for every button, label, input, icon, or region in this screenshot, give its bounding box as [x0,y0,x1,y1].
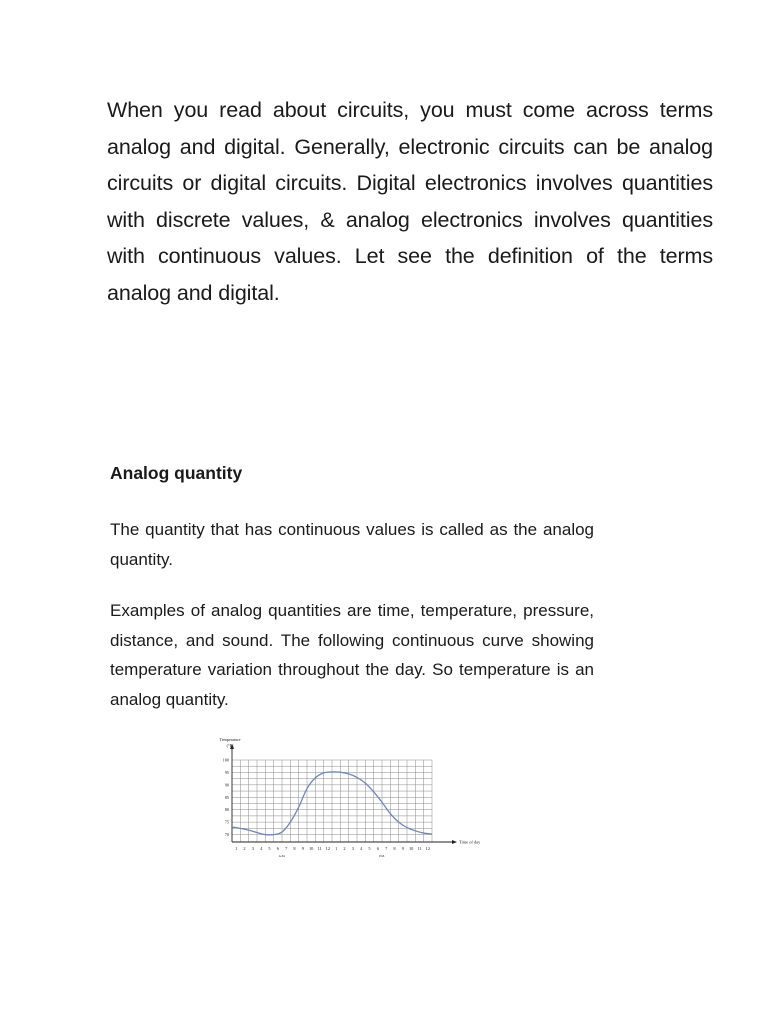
x-tick-label: 5 [368,846,371,851]
section-heading: Analog quantity [110,463,243,483]
definition-paragraph: The quantity that has continuous values is called as the analog quantity. [110,520,594,569]
examples-paragraph: Examples of analog quantities are time, temperature, pressure, distance, and sound. The following continuous curve showing temperature variation throughout the day. So temperature is an analog quantity. [110,601,594,709]
x-tick-label: 5 [268,846,271,851]
x-tick-label: 1 [335,846,338,851]
x-tick-label: 2 [343,846,346,851]
x-tick-label: 10 [408,846,414,851]
y-axis-unit: (°F) [226,743,234,748]
x-tick-label: 11 [317,846,322,851]
x-tick-label: 6 [276,846,279,851]
chart-axes [230,744,457,844]
y-tick-label: 90 [224,782,229,788]
x-tick-label: 3 [251,846,254,851]
x-axis-label: Time of day [459,839,481,845]
x-tick-label: 4 [260,846,263,851]
y-tick-label: 70 [224,832,229,838]
y-tick-label: 80 [224,807,229,813]
x-group-label-pm: P.M. [379,854,385,858]
x-tick-label: 10 [308,846,314,851]
x-tick-label: 9 [301,846,304,851]
x-tick-label: 12 [425,846,431,851]
x-tick-label: 7 [285,846,288,851]
y-tick-label: 100 [222,757,229,763]
x-tick-label: 9 [401,846,404,851]
y-axis-label: Temperature [219,737,241,742]
y-tick-label: 95 [224,769,229,775]
x-tick-label: 3 [351,846,354,851]
x-tick-label: 6 [376,846,379,851]
x-tick-label: 8 [393,846,396,851]
x-tick-label: 1 [235,846,238,851]
chart-ticks [223,758,430,852]
y-tick-label: 75 [224,819,229,825]
y-tick-label: 85 [224,794,229,800]
x-tick-label: 8 [293,846,296,851]
temperature-chart [200,730,500,875]
x-tick-label: 2 [243,846,246,851]
x-tick-label: 7 [385,846,388,851]
x-tick-label: 11 [417,846,422,851]
x-tick-label: 12 [325,846,331,851]
intro-paragraph: When you read about circuits, you must come across terms analog and digital. Generally, electronic circuits can be analog circuits or digital circuits. Digital electronics involves quantities with discrete values, & analog electronics involves quantities with continuous values. Let see the definition of the terms analog and digital. [107,98,713,305]
x-axis-arrow [452,840,457,844]
x-group-label-am: A.M. [278,854,286,858]
x-tick-label: 4 [360,846,363,851]
